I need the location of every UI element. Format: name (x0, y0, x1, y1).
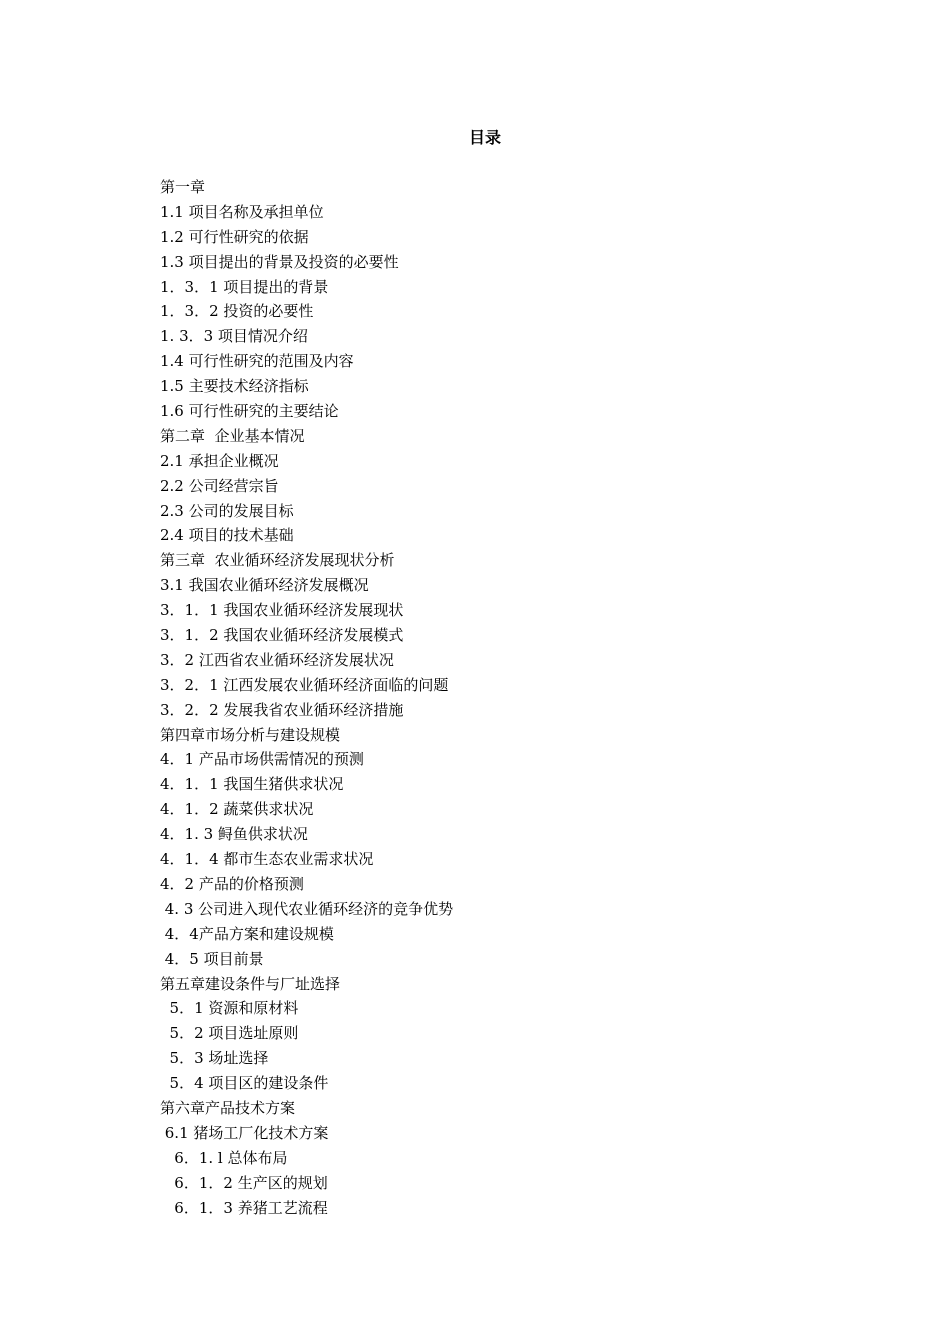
toc-entry: 2.1 承担企业概况 (160, 451, 279, 470)
toc-entry: 6．1．2 生产区的规划 (160, 1173, 328, 1192)
toc-entry: 4．1．2 蔬菜供求状况 (160, 800, 314, 819)
toc-entry: 4. 3 公司进入现代农业循环经济的竞争优势 (160, 899, 454, 918)
toc-entry: 3．1．1 我国农业循环经济发展现状 (160, 601, 404, 620)
toc-entry: 1.2 可行性研究的依据 (160, 227, 309, 246)
toc-entry: 3．2．1 江西发展农业循环经济面临的问题 (160, 675, 449, 694)
toc-entry: 3.1 我国农业循环经济发展概况 (160, 576, 369, 595)
toc-entry: 第三章 农业循环经济发展现状分析 (160, 551, 395, 570)
toc-entry: 5．2 项目选址原则 (160, 1024, 299, 1043)
toc-entry: 第二章 企业基本情况 (160, 426, 305, 445)
toc-entry: 5．1 资源和原材料 (160, 999, 299, 1018)
toc-entry: 5．4 项目区的建设条件 (160, 1074, 329, 1093)
toc-entry: 第四章市场分析与建设规模 (160, 725, 341, 744)
toc-entry: 4．2 产品的价格预测 (160, 874, 304, 893)
toc-entry: 3．2．2 发展我省农业循环经济措施 (160, 700, 404, 719)
toc-entry: 1.5 主要技术经济指标 (160, 377, 309, 396)
toc-entry: 1. 3．3 项目情况介绍 (160, 327, 308, 346)
toc-entry: 4．4产品方案和建设规模 (160, 924, 334, 943)
toc-entry: 6．1. l 总体布局 (160, 1148, 288, 1167)
toc-entry: 6．1．3 养猪工艺流程 (160, 1198, 328, 1217)
toc-entry: 5．3 场址选择 (160, 1049, 269, 1068)
toc-entry: 1.3 项目提出的背景及投资的必要性 (160, 252, 399, 271)
toc-entry: 4．1 产品市场供需情况的预测 (160, 750, 364, 769)
toc-entry: 1．3．2 投资的必要性 (160, 302, 314, 321)
page-title: 目录 (468, 128, 501, 147)
toc-entry: 第六章产品技术方案 (160, 1098, 296, 1117)
toc-entry: 4．1. 3 鲟鱼供求状况 (160, 825, 308, 844)
toc-entry: 3．1．2 我国农业循环经济发展模式 (160, 626, 404, 645)
toc-entry: 4．1．4 都市生态农业需求状况 (160, 850, 374, 869)
toc-entry: 1．3．1 项目提出的背景 (160, 277, 329, 296)
toc-entry: 6.1 猪场工厂化技术方案 (160, 1123, 329, 1142)
toc-entry: 第一章 (160, 178, 206, 196)
toc-entry: 1.1 项目名称及承担单位 (160, 202, 324, 221)
toc-entry: 1.4 可行性研究的范围及内容 (160, 352, 354, 371)
toc-entry: 2.3 公司的发展目标 (160, 501, 294, 520)
toc-entry: 第五章建设条件与厂址选择 (160, 974, 341, 993)
table-of-contents (160, 176, 453, 1221)
toc-entry: 2.2 公司经营宗旨 (160, 476, 279, 495)
toc-entry: 4．1．1 我国生猪供求状况 (160, 775, 344, 794)
toc-entry: 4．5 项目前景 (160, 949, 264, 968)
toc-entry: 1.6 可行性研究的主要结论 (160, 402, 339, 421)
toc-entry: 3．2 江西省农业循环经济发展状况 (160, 650, 394, 669)
toc-entry: 2.4 项目的技术基础 (160, 526, 294, 545)
